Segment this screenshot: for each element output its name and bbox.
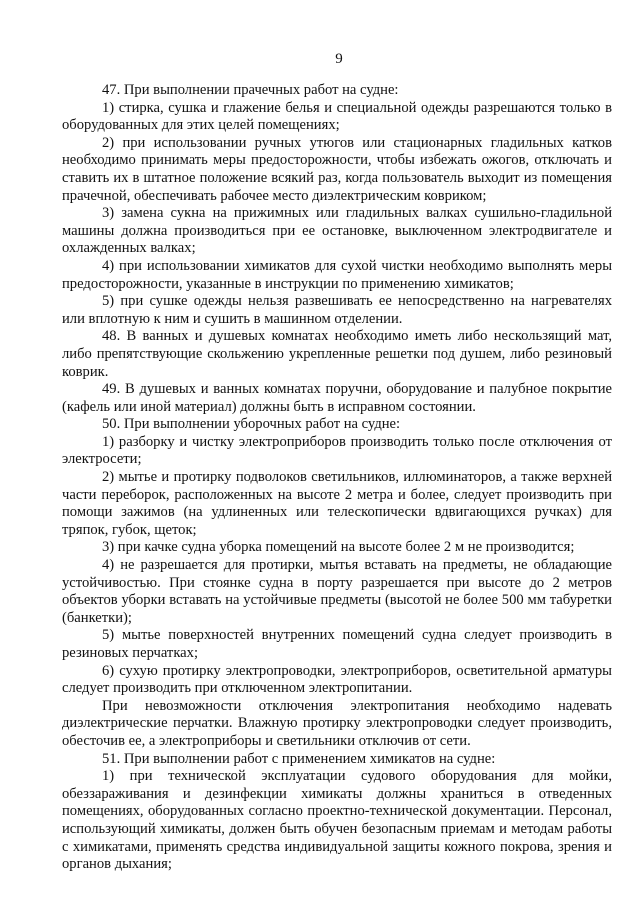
paragraph-47-item-1: 1) стирка, сушка и глажение белья и специальной одежды разрешаются только в оборудованных для этих целей помещениях; bbox=[62, 99, 612, 134]
paragraph-47-heading: 47. При выполнении прачечных работ на судне: bbox=[102, 82, 399, 98]
paragraph-50-item-3: 3) при качке судна уборка помещений на высоте более 2 м не производится; bbox=[102, 539, 575, 556]
paragraph-51-item-1: 1) при технической эксплуатации судового оборудования для мойки, обеззараживания и дезинфекции химикаты должны храниться в отведенных помещениях, оборудованных согласно проектно-технической документации. Персонал, использующий химикаты, должен быть обучен безопасным приемам и методам работы с химикатами, применять средства индивидуальной защиты кожного покрова, зрения и органов дыхания; bbox=[62, 768, 612, 873]
paragraph-47-item-3: 3) замена сукна на прижимных или гладильных валках сушильно-гладильной машины должна производиться при ее остановке, выключенном электродвигателе и охлажденных валках; bbox=[62, 205, 612, 257]
paragraph-47-item-5: 5) при сушке одежды нельзя развешивать ее непосредственно на нагревателях или вплотную к ним и сушить в машинном отделении. bbox=[62, 293, 612, 327]
paragraph-50-item-2: 2) мытье и протирку подволоков светильников, иллюминаторов, а также верхней части переборок, расположенных на высоте 2 метра и более, следует производить при помощи зажимов (на удлиненных или телескопически вдвигающихся ручках) для тряпок, губок, щеток; bbox=[62, 469, 612, 538]
paragraph-48: 48. В ванных и душевых комнатах необходимо иметь либо нескользящий мат, либо препятствующие скольжению укрепленные решетки под душем, либо резиновый коврик. bbox=[62, 328, 612, 380]
paragraph-50-item-1: 1) разборку и чистку электроприборов производить только после отключения от электросети; bbox=[62, 433, 612, 468]
paragraph-50-heading: 50. При выполнении уборочных работ на судне: bbox=[102, 416, 401, 433]
page-number: 9 bbox=[335, 51, 343, 67]
paragraph-50-note: При невозможности отключения электропитания необходимо надевать диэлектрические перчатки. Влажную протирку электропроводки следует производить, обесточив ее, а электроприборы и светильники отключив от сети. bbox=[62, 697, 612, 749]
paragraph-49: 49. В душевых и ванных комнатах поручни, оборудование и палубное покрытие (кафель или иной материал) должны быть в исправном состоянии. bbox=[62, 381, 612, 415]
paragraph-50-item-5: 5) мытье поверхностей внутренних помещений судна следует производить в резиновых перчатках; bbox=[62, 627, 612, 661]
paragraph-47-item-2: 2) при использовании ручных утюгов или стационарных гладильных катков необходимо принимать меры предосторожности, чтобы избежать ожогов, отключать и ставить их в штатное положение всякий раз, когда пользователь выходит из помещения прачечной, обеспечивать рабочее место диэлектрическим ковриком; bbox=[62, 134, 612, 204]
paragraph-50-item-6: 6) сухую протирку электропроводки, электроприборов, осветительной арматуры следует производить при отключенном электропитании. bbox=[62, 662, 612, 697]
paragraph-50-item-4: 4) не разрешается для протирки, мытья вставать на предметы, не обладающие устойчивостью. При стоянке судна в порту разрешается при высоте до 2 метров объектов уборки вставать на устойчивые предметы (высотой не более 500 мм табуретки (банкетки); bbox=[62, 557, 612, 626]
paragraph-51-heading: 51. При выполнении работ с применением химикатов на судне: bbox=[102, 750, 496, 767]
paragraph-47-item-4: 4) при использовании химикатов для сухой чистки необходимо выполнять меры предосторожности, указанные в инструкции по применению химикатов; bbox=[62, 257, 612, 292]
